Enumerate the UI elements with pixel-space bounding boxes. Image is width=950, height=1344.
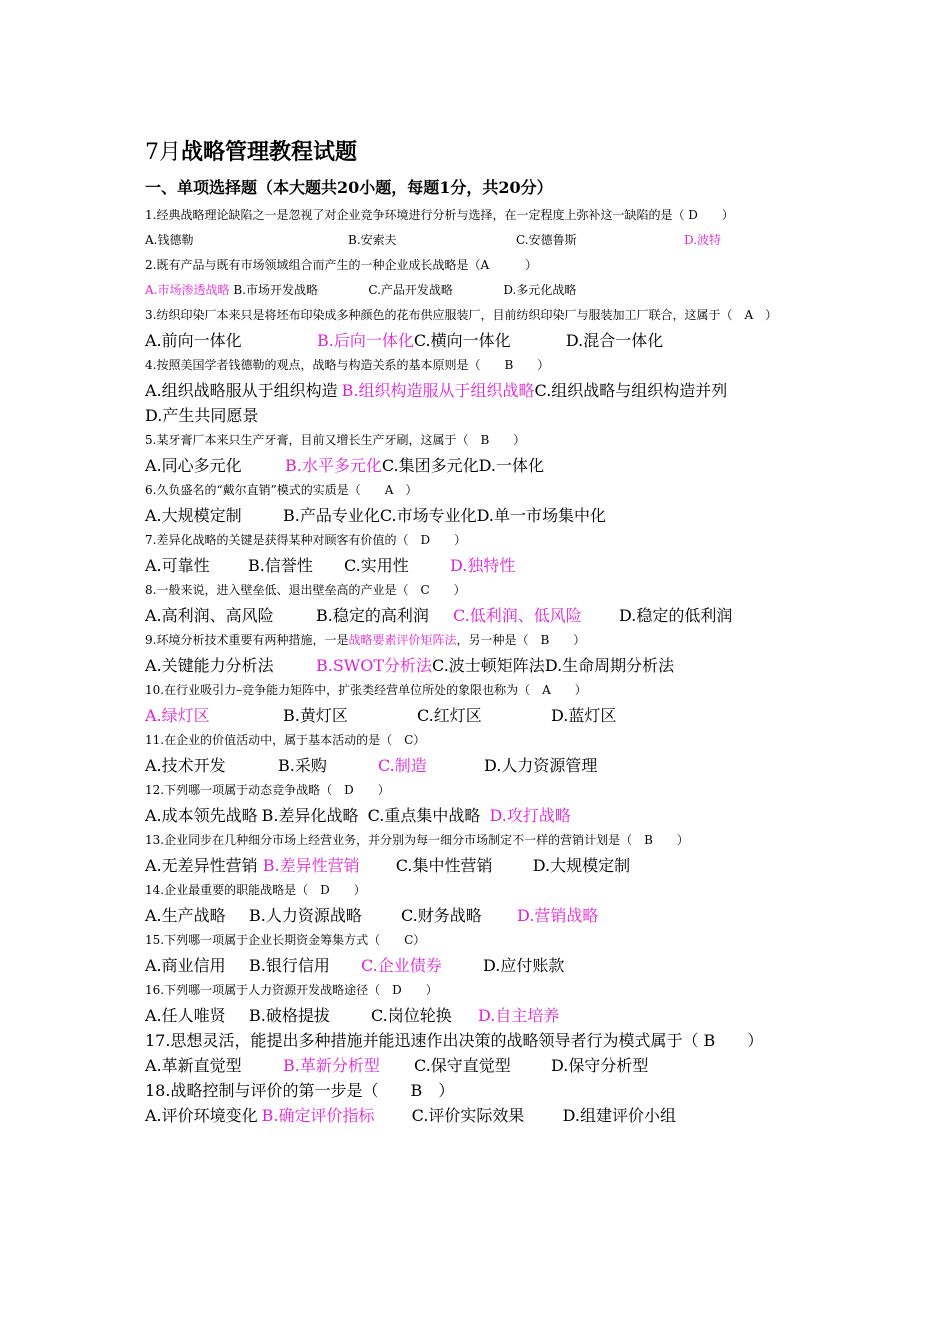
option-c: C.企业债券	[361, 956, 442, 975]
option-d: D.单一市场集中化	[476, 506, 606, 525]
option-c: C.制造	[378, 756, 427, 775]
option-b: B.稳定的高利润	[316, 606, 429, 625]
question-11-options	[145, 753, 810, 778]
question-18-options	[145, 1103, 810, 1128]
option-b: B.差异性营销	[262, 856, 360, 875]
option-c: C.组织战略与组织构造并列	[534, 381, 728, 400]
option-a: A.商业信用	[145, 956, 226, 975]
question-8-options	[145, 603, 810, 628]
option-b: B.破格提拔	[249, 1006, 330, 1025]
question-16-stem: 16.下列哪一项属于人力资源开发战略途径（ D ）	[145, 983, 438, 997]
option-a: A.革新直觉型	[145, 1056, 242, 1075]
option-c: C.横向一体化	[413, 331, 511, 350]
question-16-options	[145, 1003, 810, 1028]
option-d: D.人力资源管理	[484, 756, 598, 775]
option-d: D.蓝灯区	[551, 706, 617, 725]
option-b: B.信誉性	[248, 556, 313, 575]
stem-text: 9.环境分析技术重要有两种措施，一是	[145, 633, 349, 647]
option-b: B.市场开发战略	[233, 283, 318, 297]
option-c: C.产品开发战略	[368, 283, 453, 297]
option-b: B.后向一体化	[317, 331, 414, 350]
option-d: D.一体化	[478, 456, 544, 475]
option-c: C.集团多元化	[381, 456, 479, 475]
option-d: D.保守分析型	[551, 1056, 649, 1075]
option-b: B.银行信用	[249, 956, 330, 975]
option-c: C.波士顿矩阵法	[432, 656, 545, 675]
question-2-options	[145, 278, 810, 303]
option-c: C.评价实际效果	[411, 1106, 525, 1125]
question-6-stem: 6.久负盛名的“戴尔直销”模式的实质是（ A ）	[145, 483, 418, 497]
option-a: A.可靠性	[145, 556, 210, 575]
option-a: A.同心多元化	[145, 456, 242, 475]
question-4-stem: 4.按照美国学者钱德勒的观点，战略与构造关系的基本原则是（ B ）	[145, 358, 550, 372]
option-d: D.生命周期分析法	[544, 656, 675, 675]
question-4-options	[145, 378, 810, 428]
option-d: D.波特	[684, 233, 722, 247]
question-1-stem: 1.经典战略理论缺陷之一是忽视了对企业竞争环境进行分析与选择，在一定程度上弥补这一缺陷的是（ D ）	[145, 208, 734, 222]
question-18-stem: 18.战略控制与评价的第一步是（ B ）	[145, 1081, 455, 1100]
option-b: B.差异化战略	[261, 806, 359, 825]
question-5-options	[145, 453, 810, 478]
question-7-options	[145, 553, 810, 578]
option-a: A.无差异性营销	[145, 856, 258, 875]
exam-page	[145, 132, 810, 1128]
option-d: D.攻打战略	[489, 806, 571, 825]
question-2-stem: 2.既有产品与既有市场领域组合而产生的一种企业成长战略是（A ）	[145, 258, 538, 272]
question-13-options	[145, 853, 810, 878]
option-b: B.水平多元化	[285, 456, 382, 475]
question-11-stem: 11.在企业的价值活动中，属于基本活动的是（ C）	[145, 733, 426, 747]
question-3-options	[145, 328, 810, 353]
option-a: A.评价环境变化	[145, 1106, 258, 1125]
question-10-stem: 10.在行业吸引力–竞争能力矩阵中，扩张类经营单位所处的象限也称为（ A ）	[145, 683, 587, 697]
option-b: B.产品专业化	[283, 506, 380, 525]
option-b: B.组织构造服从于组织战略	[341, 381, 535, 400]
option-d: D.独特性	[450, 556, 516, 575]
option-a: A.组织战略服从于组织构造	[145, 381, 338, 400]
option-a: A.关键能力分析法	[145, 656, 274, 675]
question-8-stem: 8.一般来说，进入壁垒低、退出壁垒高的产业是（ C ）	[145, 583, 466, 597]
question-15-stem: 15.下列哪一项属于企业长期资金筹集方式（ C）	[145, 933, 426, 947]
option-d: D.多元化战略	[503, 283, 577, 297]
option-c: C.保守直觉型	[414, 1056, 511, 1075]
question-5-stem: 5.某牙膏厂本来只生产牙膏，目前又增长生产牙刷，这属于（ B ）	[145, 433, 526, 447]
option-b: B.确定评价指标	[261, 1106, 375, 1125]
question-14-stem: 14.企业最重要的职能战略是（ D ）	[145, 883, 366, 897]
question-17-options	[145, 1053, 810, 1078]
option-c: C.市场专业化	[379, 506, 477, 525]
question-7-stem: 7.差异化战略的关键是获得某种对顾客有价值的（ D ）	[145, 533, 467, 547]
option-a: A.钱德勒	[145, 233, 194, 247]
title-prefix: 7月	[145, 140, 181, 165]
option-c: C.集中性营销	[395, 856, 493, 875]
question-6-options	[145, 503, 810, 528]
option-b: B.SWOT分析法	[316, 656, 433, 675]
option-a: A.技术开发	[145, 756, 226, 775]
option-c: C.安德鲁斯	[516, 233, 577, 247]
option-c: C.重点集中战略	[367, 806, 481, 825]
option-a: A.高利润、高风险	[145, 606, 274, 625]
title-text: 战略管理教程试题	[181, 139, 358, 165]
question-13-stem: 13.企业同步在几种细分市场上经营业务，并分别为每一细分市场制定不一样的营销计划是（ B ）	[145, 833, 689, 847]
question-9-stem	[145, 628, 810, 653]
option-c: C.红灯区	[417, 706, 482, 725]
option-d: D.产生共同愿景	[145, 406, 259, 425]
option-b: B.安索夫	[348, 233, 397, 247]
option-a: A.大规模定制	[145, 506, 242, 525]
question-17-stem: 17.思想灵活，能提出多种措施并能迅速作出决策的战略领导者行为模式属于（ B ）	[145, 1031, 764, 1050]
question-9-options	[145, 653, 810, 678]
stem-highlight: 战略要素评价矩阵法	[348, 633, 457, 647]
option-b: B.采购	[278, 756, 327, 775]
option-c: C.低利润、低风险	[453, 606, 582, 625]
question-10-options	[145, 703, 810, 728]
page-title	[145, 132, 810, 173]
option-d: D.大规模定制	[532, 856, 631, 875]
section-heading: 一、单项选择题（本大题共20小题，每题1分，共20分）	[145, 178, 553, 197]
option-a: A.绿灯区	[145, 706, 210, 725]
question-1-options	[145, 228, 810, 253]
option-b: B.革新分析型	[283, 1056, 380, 1075]
option-c: C.实用性	[344, 556, 409, 575]
option-d: D.混合一体化	[565, 331, 664, 350]
stem-text: ，另一种是（ B ）	[456, 633, 586, 647]
option-d: D.自主培养	[478, 1006, 560, 1025]
option-c: C.岗位轮换	[371, 1006, 452, 1025]
option-a: A.市场渗透战略	[145, 283, 230, 297]
option-a: A.前向一体化	[145, 331, 242, 350]
question-15-options	[145, 953, 810, 978]
option-b: B.人力资源战略	[249, 906, 362, 925]
question-3-stem: 3.纺织印染厂本来只是将坯布印染成多种颜色的花布供应服装厂，目前纺织印染厂与服装加工厂联合，这属于（ A ）	[145, 308, 778, 322]
option-b: B.黄灯区	[283, 706, 348, 725]
option-d: D.稳定的低利润	[619, 606, 733, 625]
option-a: A.任人唯贤	[145, 1006, 226, 1025]
option-a: A.成本领先战略	[145, 806, 258, 825]
option-a: A.生产战略	[145, 906, 226, 925]
option-d: D.应付账款	[483, 956, 565, 975]
option-c: C.财务战略	[401, 906, 482, 925]
question-12-stem: 12.下列哪一项属于动态竞争战略（ D ）	[145, 783, 390, 797]
question-12-options	[145, 803, 810, 828]
option-d: D.营销战略	[517, 906, 599, 925]
question-14-options	[145, 903, 810, 928]
option-d: D.组建评价小组	[562, 1106, 677, 1125]
